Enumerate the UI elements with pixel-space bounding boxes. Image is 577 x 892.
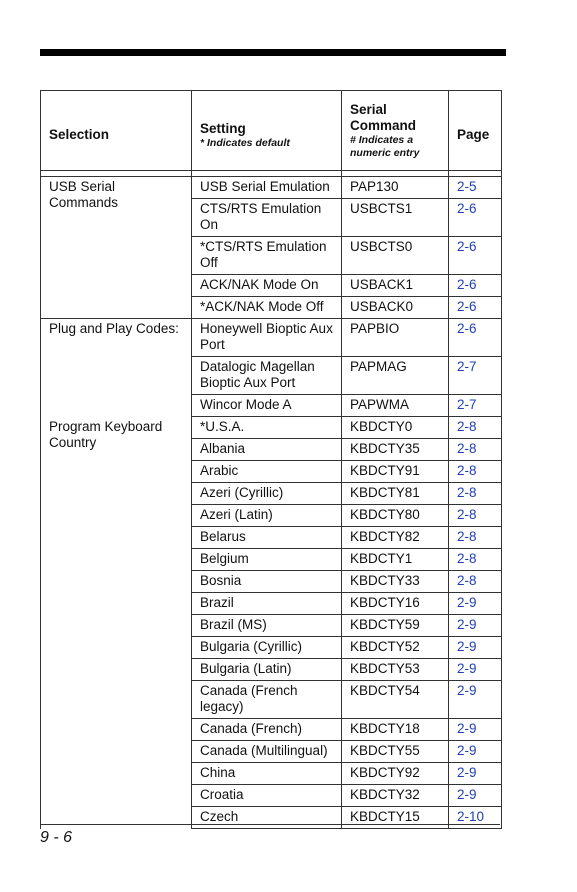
setting-cell: Arabic (192, 461, 342, 483)
page-cell (449, 763, 502, 785)
command-cell: KBDCTY18 (342, 719, 449, 741)
command-cell: USBACK0 (342, 297, 449, 319)
page-link[interactable]: 2-9 (457, 765, 477, 780)
setting-cell: Bulgaria (Cyrillic) (192, 637, 342, 659)
header-setting-note: * Indicates default (200, 136, 290, 149)
setting-cell: Bosnia (192, 571, 342, 593)
page-cell (449, 571, 502, 593)
command-cell: KBDCTY59 (342, 615, 449, 637)
page-cell (449, 319, 502, 357)
page-link[interactable]: 2-10 (457, 809, 485, 824)
page-cell (449, 549, 502, 571)
setting-cell: Honeywell Bioptic Aux Port (192, 319, 342, 357)
page-link[interactable]: 2-8 (457, 573, 477, 588)
page-cell (449, 275, 502, 297)
selection-cell: USB Serial Commands (41, 177, 192, 319)
command-cell: KBDCTY16 (342, 593, 449, 615)
setting-cell: Wincor Mode A (192, 395, 342, 417)
command-cell: KBDCTY55 (342, 741, 449, 763)
command-cell: KBDCTY92 (342, 763, 449, 785)
page-link[interactable]: 2-8 (457, 529, 477, 544)
command-cell: KBDCTY0 (342, 417, 449, 439)
page-cell (449, 395, 502, 417)
page-cell (449, 593, 502, 615)
command-cell: KBDCTY1 (342, 549, 449, 571)
setting-cell: Azeri (Cyrillic) (192, 483, 342, 505)
command-cell: KBDCTY82 (342, 527, 449, 549)
page-link[interactable]: 2-8 (457, 551, 477, 566)
page-link[interactable]: 2-6 (457, 201, 477, 216)
command-cell: PAPWMA (342, 395, 449, 417)
page-cell (449, 357, 502, 395)
page-link[interactable]: 2-9 (457, 661, 477, 676)
setting-cell: ACK/NAK Mode On (192, 275, 342, 297)
page-cell (449, 637, 502, 659)
command-cell: KBDCTY53 (342, 659, 449, 681)
page-cell (449, 297, 502, 319)
setting-cell: *ACK/NAK Mode Off (192, 297, 342, 319)
command-cell: PAPBIO (342, 319, 449, 357)
page-link[interactable]: 2-9 (457, 683, 477, 698)
page-link[interactable]: 2-8 (457, 507, 477, 522)
page-cell (449, 177, 502, 199)
page-link[interactable]: 2-9 (457, 639, 477, 654)
command-cell: KBDCTY81 (342, 483, 449, 505)
page-link[interactable]: 2-8 (457, 441, 477, 456)
setting-cell: Canada (Multilingual) (192, 741, 342, 763)
command-cell: KBDCTY91 (342, 461, 449, 483)
page-link[interactable]: 2-9 (457, 787, 477, 802)
setting-cell: Datalogic Magellan Bioptic Aux Port (192, 357, 342, 395)
header-serial-command (342, 91, 449, 171)
command-cell: PAPMAG (342, 357, 449, 395)
page-link[interactable]: 2-5 (457, 179, 477, 194)
command-cell: USBCTS1 (342, 199, 449, 237)
page-cell (449, 741, 502, 763)
page-link[interactable]: 2-6 (457, 299, 477, 314)
page-link[interactable]: 2-8 (457, 419, 477, 434)
page-cell (449, 237, 502, 275)
setting-cell: Canada (French) (192, 719, 342, 741)
command-cell: KBDCTY33 (342, 571, 449, 593)
command-cell: PAP130 (342, 177, 449, 199)
page-link[interactable]: 2-6 (457, 321, 477, 336)
table-header-row (41, 91, 502, 171)
page-cell (449, 417, 502, 439)
top-rule (40, 49, 506, 56)
command-cell: KBDCTY52 (342, 637, 449, 659)
command-cell: KBDCTY54 (342, 681, 449, 719)
setting-cell: Czech (192, 807, 342, 829)
bottom-rule (40, 824, 500, 825)
page-cell (449, 439, 502, 461)
page-link[interactable]: 2-7 (457, 397, 477, 412)
header-page: Page (449, 91, 502, 171)
setting-cell: Brazil (192, 593, 342, 615)
selection-cell: Plug and Play Codes: (41, 319, 192, 417)
page-number: 9 - 6 (40, 829, 73, 846)
page-link[interactable]: 2-9 (457, 617, 477, 632)
page-cell (449, 785, 502, 807)
setting-cell: Canada (French legacy) (192, 681, 342, 719)
setting-cell: Belgium (192, 549, 342, 571)
setting-cell: Albania (192, 439, 342, 461)
page-cell (449, 719, 502, 741)
command-cell: KBDCTY32 (342, 785, 449, 807)
setting-cell: Brazil (MS) (192, 615, 342, 637)
page-cell (449, 615, 502, 637)
command-cell: USBCTS0 (342, 237, 449, 275)
selection-cell: Program Keyboard Country (41, 417, 192, 829)
page-link[interactable]: 2-6 (457, 239, 477, 254)
command-cell: KBDCTY80 (342, 505, 449, 527)
page-link[interactable]: 2-9 (457, 595, 477, 610)
setting-cell: Azeri (Latin) (192, 505, 342, 527)
table-row (41, 177, 502, 199)
setting-cell: *CTS/RTS Emulation Off (192, 237, 342, 275)
page-cell (449, 807, 502, 829)
page-cell (449, 461, 502, 483)
page-cell (449, 483, 502, 505)
header-serial-command-note: # Indicates a numeric entry (350, 133, 420, 159)
page-link[interactable]: 2-8 (457, 463, 477, 478)
command-cell: KBDCTY35 (342, 439, 449, 461)
setting-cell: China (192, 763, 342, 785)
header-selection: Selection (41, 91, 192, 171)
page-cell (449, 505, 502, 527)
setting-cell: *U.S.A. (192, 417, 342, 439)
page-link[interactable]: 2-8 (457, 485, 477, 500)
table-row (41, 319, 502, 357)
setting-cell: USB Serial Emulation (192, 177, 342, 199)
page-link[interactable]: 2-6 (457, 277, 477, 292)
command-cell: USBACK1 (342, 275, 449, 297)
header-setting (192, 91, 342, 171)
setting-cell: Bulgaria (Latin) (192, 659, 342, 681)
setting-cell: Belarus (192, 527, 342, 549)
table-row (41, 417, 502, 439)
page-link[interactable]: 2-9 (457, 743, 477, 758)
page-link[interactable]: 2-7 (457, 359, 477, 374)
serial-commands-table (40, 90, 502, 829)
page-cell (449, 659, 502, 681)
page-cell (449, 681, 502, 719)
setting-cell: Croatia (192, 785, 342, 807)
header-serial-command-label: Serial Command (350, 101, 417, 133)
page-cell (449, 527, 502, 549)
header-setting-label: Setting (200, 120, 246, 136)
command-cell: KBDCTY15 (342, 807, 449, 829)
page-cell (449, 199, 502, 237)
page-link[interactable]: 2-9 (457, 721, 477, 736)
setting-cell: CTS/RTS Emulation On (192, 199, 342, 237)
